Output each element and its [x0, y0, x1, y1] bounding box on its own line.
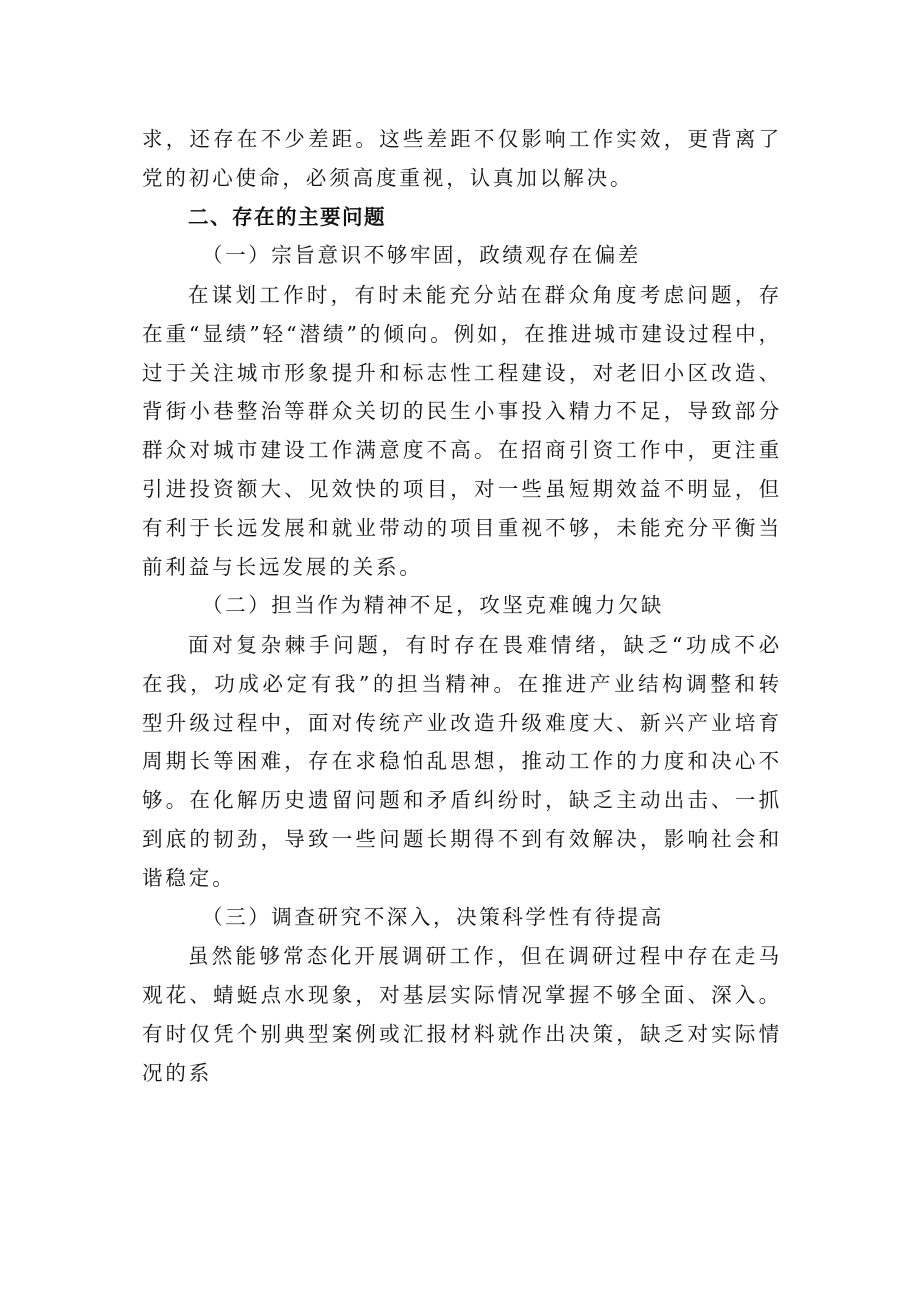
subheading-purpose-awareness: （一）宗旨意识不够牢固，政绩观存在偏差 [202, 243, 641, 268]
subheading-responsibility: （二）担当作为精神不足，攻坚克难魄力欠缺 [202, 593, 664, 618]
paragraph-purpose-awareness: 在谋划工作时，有时未能充分站在群众角度考虑问题，存在重“显绩”轻“潜绩”的倾向。例如，在推进城市建设过程中，过于关注城市形象提升和标志性工程建设，对老旧小区改造、背街小巷整治等群众关切的民生小事投入精力不足，导致部分群众对城市建设工作满意度不高。在招商引资工作中，更注重引进投资额大、见效快的项目，对一些虽短期效益不明显，但有利于长远发展和就业带动的项目重视不够，未能充分平衡当前利益与长远发展的关系。 [142, 282, 782, 579]
paragraph-responsibility: 面对复杂棘手问题，有时存在畏难情绪，缺乏“功成不必在我，功成必定有我”的担当精神。在推进产业结构调整和转型升级过程中，面对传统产业改造升级难度大、新兴产业培育周期长等困难，存在求稳怕乱思想，推动工作的力度和决心不够。在化解历史遗留问题和矛盾纠纷时，缺乏主动出击、一抓到底的韧劲，导致一些问题长期得不到有效解决，影响社会和谐稳定。 [142, 632, 782, 890]
document-page [142, 120, 782, 1180]
paragraph-continuation: 求，还存在不少差距。这些差距不仅影响工作实效，更背离了党的初心使命，必须高度重视，认真加以解决。 [142, 127, 782, 190]
subheading-research: （三）调查研究不深入，决策科学性有待提高 [202, 904, 664, 929]
paragraph-research: 虽然能够常态化开展调研工作，但在调研过程中存在走马观花、蜻蜓点水现象，对基层实际情况掌握不够全面、深入。有时仅凭个别典型案例或汇报材料就作出决策，缺乏对实际情况的系 [142, 944, 782, 1085]
section-heading-main-problems: 二、存在的主要问题 [188, 204, 386, 229]
